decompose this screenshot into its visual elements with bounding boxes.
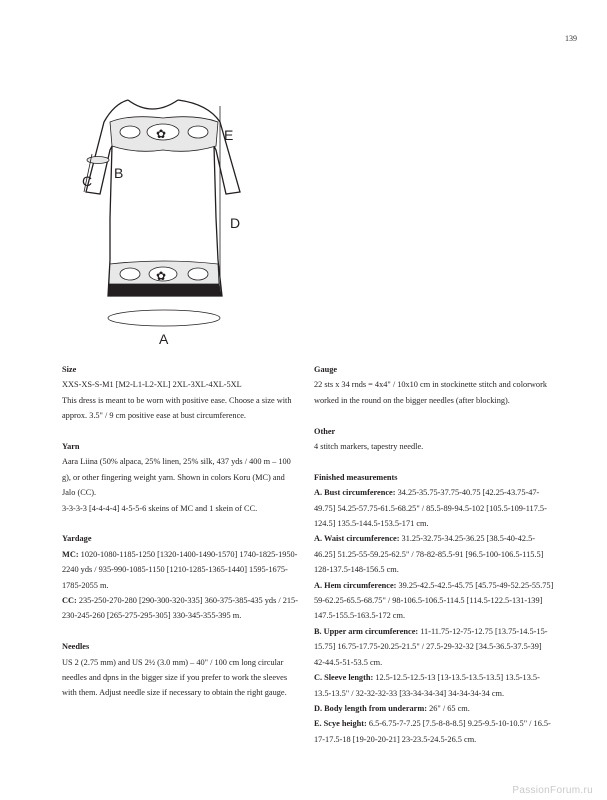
measurement-label: D. Body length from underarm: — [314, 703, 428, 713]
label-e: E — [224, 127, 234, 143]
motif-icon: ✿ — [156, 127, 167, 141]
measurement-item — [314, 578, 554, 624]
gauge-text: 22 sts x 34 rnds = 4x4" / 10x10 cm in stockinette stitch and colorwork worked in the round on the bigger needles (after blocking). — [314, 380, 547, 405]
yardage-heading: Yardage — [62, 534, 92, 544]
hem-solid — [108, 284, 222, 296]
measurement-item — [314, 670, 554, 701]
measurement-label: C. Sleeve length: — [314, 673, 374, 683]
yarn-heading: Yarn — [62, 442, 80, 452]
size-list: XXS-XS-S-M1 [M2-L1-L2-XL] 2XL-3XL-4XL-5XL — [62, 380, 242, 390]
yardage-mc-text: 1020-1080-1185-1250 [1320-1400-1490-1570] 1740-1825-1950-2240 yds / 935-990-1085-1150 [1210-1285-1365-1440] 1595-1675-1785-2055 m. — [62, 549, 298, 590]
measurement-item — [314, 716, 554, 747]
measurement-item — [314, 624, 554, 670]
needles-heading: Needles — [62, 642, 90, 652]
gauge-heading: Gauge — [314, 365, 338, 374]
neckline — [128, 100, 178, 109]
needles-text: US 2 (2.75 mm) and US 2½ (3.0 mm) – 40" / 100 cm long circular needles and dpns in the bigger size if you prefer to work the sleeves with them. Adjust needle size if necessary to obtain the right gauge. — [62, 657, 288, 698]
measurement-text: 34.25-35.75-37.75-40.75 [42.25-43.75-47-49.75] 54.25-57.75-61.5-68.25" / 85.5-89-94.5-102 [105.5-109-117.5-124.5] 135.5-144.5-153.5-171 cm. — [314, 488, 547, 529]
watermark: PassionForum.ru — [512, 785, 593, 796]
measurement-label: A. Bust circumference: — [314, 488, 396, 498]
dress-schematic — [70, 88, 270, 348]
circumference-ellipse — [108, 310, 220, 326]
other-text: 4 stitch markers, tapestry needle. — [314, 442, 424, 452]
yardage-cc-text: 235-250-270-280 [290-300-320-335] 360-375-385-435 yds / 215-230-245-260 [265-275-295-305] 330-345-355-395 m. — [62, 596, 298, 621]
page-number: 139 — [565, 34, 577, 43]
yardage-cc — [62, 593, 298, 624]
yarn-skeins: 3-3-3-3 [4-4-4-4] 4-5-5-6 skeins of MC and 1 skein of CC. — [62, 503, 258, 513]
measurement-label: B. Upper arm circumference: — [314, 626, 419, 636]
yarn-text: Aara Liina (50% alpaca, 25% linen, 25% silk, 437 yds / 400 m – 100 g), or other fingering weight yarn. Shown in colors Koru (MC) and Jalo (CC). — [62, 457, 291, 498]
label-d: D — [230, 215, 241, 231]
measurement-item — [314, 485, 554, 531]
size-heading: Size — [62, 365, 77, 374]
measurement-label: A. Hem circumference: — [314, 580, 397, 590]
label-c: C — [82, 173, 93, 189]
yardage-cc-label: CC: — [62, 596, 77, 606]
other-heading: Other — [314, 426, 336, 436]
measurement-text: 26" / 65 cm. — [427, 703, 470, 713]
right-column — [314, 362, 554, 747]
measurement-label: A. Waist circumference: — [314, 534, 400, 544]
yardage-mc — [62, 547, 298, 593]
measurement-text: 11-11.75-12-75-12.75 [13.75-14.5-15-15.75] 16.75-17.75-20.25-21.5" / 27.5-29-32-32 [34.5-36.5-37.5-39] 42-44.5-51-53.5 cm. — [314, 626, 548, 667]
label-b: B — [114, 165, 124, 181]
label-a: A — [159, 331, 169, 347]
measurement-text: 31.25-32.75-34.25-36.25 [38.5-40-42.5-46.25] 51.25-55-59.25-62.5" / 78-82-85.5-91 [96.5-100-106.5-115.5] 128-137.5-148-156.5 cm. — [314, 534, 544, 575]
measurement-label: E. Scye height: — [314, 719, 367, 729]
measurement-item — [314, 531, 554, 577]
finished-heading: Finished measurements — [314, 472, 398, 482]
size-note: This dress is meant to be worn with positive ease. Choose a size with approx. 3.5" / 9 cm positive ease at bust circumference. — [62, 395, 292, 421]
hem-motif-icon: ✿ — [156, 269, 167, 283]
yardage-mc-label: MC: — [62, 549, 79, 559]
measurement-text: 12.5-12.5-12.5-13 [13-13.5-13.5-13.5] 13.5-13.5-13.5-13.5" / 32-32-32-33 [33-34-34-34] 34-34-34-34 cm. — [314, 673, 540, 698]
measurement-text: 39.25-42.5-42.5-45.75 [45.75-49-52.25-55.75] 59-62.25-65.5-68.75" / 98-106.5-106.5-114.5 [114.5-122.5-131-139] 147.5-155.5-163.5-172 cm. — [314, 580, 554, 621]
measurement-text: 6.5-6.75-7-7.25 [7.5-8-8-8.5] 9.25-9.5-10-10.5" / 16.5-17-17.5-18 [19-20-20-21] 23-23.5-24.5-26.5 cm. — [314, 719, 551, 744]
measurement-item — [314, 701, 554, 716]
left-column — [62, 362, 298, 701]
